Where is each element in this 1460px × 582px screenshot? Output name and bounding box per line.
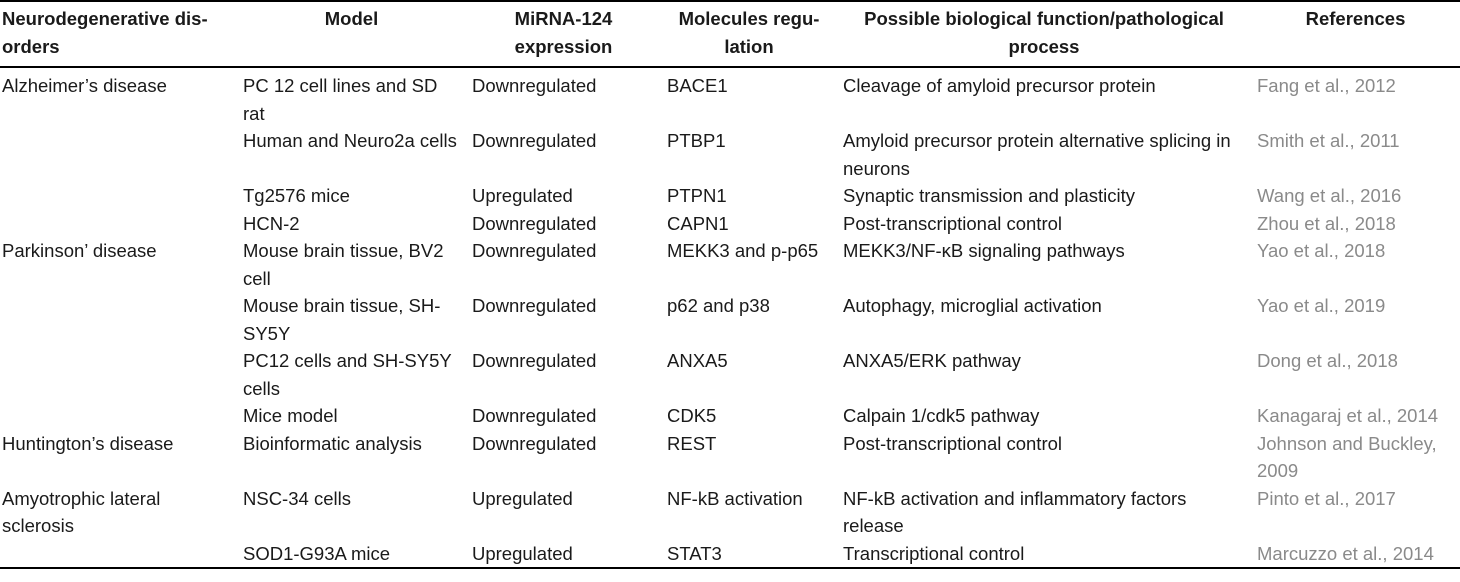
disorder-cell bbox=[0, 292, 237, 347]
model-cell: Mouse brain tissue, SH-SY5Y bbox=[243, 295, 441, 344]
molecules-cell: STAT3 bbox=[661, 540, 837, 569]
model-cell: Mouse brain tissue, BV2 cell bbox=[243, 240, 444, 289]
molecules-cell: CDK5 bbox=[667, 405, 717, 426]
reference-link[interactable]: Wang et al., 2016 bbox=[1257, 185, 1402, 206]
reference-link[interactable]: Kanagaraj et al., 2014 bbox=[1257, 405, 1439, 426]
molecules-cell: p62 and p38 bbox=[667, 295, 770, 316]
header-model: Model bbox=[237, 1, 466, 67]
model-cell: PC12 cells and SH-SY5Y cells bbox=[243, 350, 452, 399]
expression-cell: Downregulated bbox=[472, 240, 597, 261]
disorder-cell bbox=[0, 540, 237, 569]
molecules-cell: ANXA5 bbox=[667, 350, 728, 371]
disorder-cell: Huntington’s disease bbox=[2, 432, 174, 454]
expression-cell: Downregulated bbox=[472, 350, 597, 371]
header-references: References bbox=[1251, 1, 1460, 67]
model-cell: SOD1-G93A mice bbox=[237, 540, 466, 569]
function-cell: NF-kB activation and inflammatory factors release bbox=[843, 487, 1187, 536]
expression-cell: Upregulated bbox=[466, 540, 661, 569]
table-row bbox=[0, 237, 1460, 292]
table-row bbox=[0, 292, 1460, 347]
molecules-cell: BACE1 bbox=[667, 75, 728, 96]
model-cell: HCN-2 bbox=[243, 212, 300, 234]
table-row bbox=[0, 540, 1460, 569]
expression-cell: Downregulated bbox=[472, 130, 597, 151]
function-cell: Post-transcriptional control bbox=[843, 432, 1063, 454]
reference-link[interactable]: Yao et al., 2018 bbox=[1257, 240, 1386, 261]
molecules-cell: REST bbox=[667, 432, 717, 454]
expression-cell: Downregulated bbox=[472, 212, 597, 234]
reference-link[interactable]: Pinto et al., 2017 bbox=[1257, 487, 1396, 509]
expression-cell: Downregulated bbox=[472, 432, 597, 454]
disorder-cell: Alzheimer’s disease bbox=[2, 75, 167, 96]
function-cell: Autophagy, microglial activation bbox=[843, 295, 1102, 316]
model-cell: PC 12 cell lines and SD rat bbox=[243, 75, 438, 124]
function-cell: Calpain 1/cdk5 pathway bbox=[843, 405, 1040, 426]
table-row bbox=[0, 402, 1460, 430]
table-row bbox=[0, 430, 1460, 485]
reference-link[interactable]: Fang et al., 2012 bbox=[1257, 75, 1396, 96]
table-row bbox=[0, 67, 1460, 127]
function-cell: Post-transcriptional control bbox=[843, 212, 1063, 234]
disorder-cell bbox=[0, 347, 237, 402]
molecules-cell: CAPN1 bbox=[667, 212, 729, 234]
function-cell: Transcriptional control bbox=[837, 540, 1251, 569]
table-body bbox=[0, 67, 1460, 568]
expression-cell: Downregulated bbox=[472, 75, 597, 96]
table-row bbox=[0, 210, 1460, 238]
molecules-cell: PTBP1 bbox=[667, 130, 726, 151]
table-row bbox=[0, 182, 1460, 210]
header-row bbox=[0, 1, 1460, 67]
header-expression: MiRNA-124 expression bbox=[466, 1, 661, 67]
function-cell: ANXA5/ERK pathway bbox=[843, 350, 1021, 371]
reference-link[interactable]: Johnson and Buckley, 2009 bbox=[1257, 432, 1437, 481]
molecules-cell: MEKK3 and p-p65 bbox=[667, 240, 819, 261]
expression-cell: Downregulated bbox=[472, 405, 597, 426]
disorder-cell bbox=[0, 210, 237, 238]
header-disorders: Neurodegenerative dis-orders bbox=[0, 1, 237, 67]
function-cell: Amyloid precursor protein alternative splicing in neurons bbox=[843, 130, 1231, 179]
reference-link[interactable]: Marcuzzo et al., 2014 bbox=[1251, 540, 1460, 569]
model-cell: Human and Neuro2a cells bbox=[243, 130, 457, 151]
model-cell: Tg2576 mice bbox=[243, 185, 350, 206]
disorder-cell bbox=[0, 402, 237, 430]
function-cell: Synaptic transmission and plasticity bbox=[843, 185, 1136, 206]
disorder-cell bbox=[0, 182, 237, 210]
molecules-cell: NF-kB activation bbox=[667, 487, 803, 509]
reference-link[interactable]: Smith et al., 2011 bbox=[1257, 130, 1400, 151]
model-cell: Mice model bbox=[243, 405, 338, 426]
header-molecules: Molecules regu-lation bbox=[661, 1, 837, 67]
disorder-cell bbox=[0, 127, 237, 182]
model-cell: NSC-34 cells bbox=[243, 487, 351, 509]
table-row bbox=[0, 485, 1460, 540]
table-header bbox=[0, 1, 1460, 67]
table-row bbox=[0, 347, 1460, 402]
molecules-cell: PTPN1 bbox=[667, 185, 727, 206]
header-function: Possible biological function/pathological process bbox=[837, 1, 1251, 67]
reference-link[interactable]: Zhou et al., 2018 bbox=[1257, 212, 1396, 234]
disorder-cell: Amyotrophic lateral sclerosis bbox=[2, 487, 161, 536]
function-cell: Cleavage of amyloid precursor protein bbox=[843, 75, 1156, 96]
expression-cell: Downregulated bbox=[472, 295, 597, 316]
model-cell: Bioinformatic analysis bbox=[243, 432, 422, 454]
reference-link[interactable]: Dong et al., 2018 bbox=[1257, 350, 1398, 371]
disorder-cell: Parkinson’ disease bbox=[2, 240, 157, 261]
expression-cell: Upregulated bbox=[472, 185, 573, 206]
table-row bbox=[0, 127, 1460, 182]
expression-cell: Upregulated bbox=[472, 487, 573, 509]
function-cell: MEKK3/NF-κB signaling pathways bbox=[843, 240, 1125, 261]
reference-link[interactable]: Yao et al., 2019 bbox=[1257, 295, 1386, 316]
